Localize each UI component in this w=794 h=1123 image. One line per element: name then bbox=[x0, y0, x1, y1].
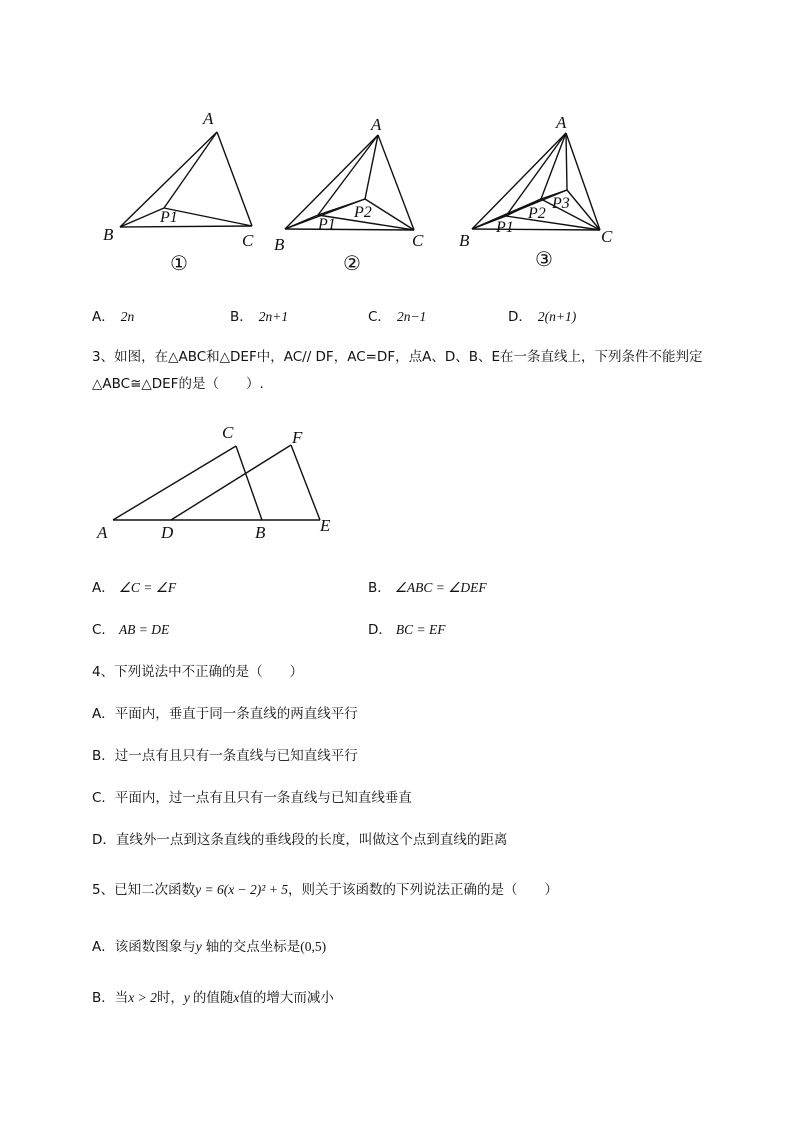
q2-f3-label-P1: P1 bbox=[496, 219, 514, 236]
q2-figure-1 bbox=[120, 132, 252, 227]
q5-option-b[interactable] bbox=[92, 986, 334, 1006]
q4-option-d[interactable]: D．直线外一点到这条直线的垂线段的长度，叫做这个点到直线的距离 bbox=[92, 832, 508, 848]
q2-f1-label-B: B bbox=[103, 225, 114, 244]
q3-option-b[interactable] bbox=[368, 576, 487, 596]
q5-option-a[interactable] bbox=[92, 935, 326, 955]
q3-option-c-expr: AB = DE bbox=[118, 622, 170, 637]
q3-option-a[interactable] bbox=[92, 576, 176, 596]
q2-option-b-letter: B． bbox=[230, 309, 253, 325]
q3-option-c-letter: C． bbox=[92, 622, 115, 638]
q2-option-c-expr: 2n−1 bbox=[396, 309, 427, 324]
q3-option-b-expr: ∠ABC = ∠DEF bbox=[394, 580, 487, 595]
q3-option-c[interactable] bbox=[92, 618, 169, 638]
q2-f1-label-C: C bbox=[242, 231, 254, 250]
q5-stem bbox=[92, 878, 558, 898]
q2-f1-label-P1: P1 bbox=[160, 209, 178, 226]
q5-option-b-var-x: x bbox=[233, 990, 240, 1005]
q5-stem-pre: 5、已知二次函数 bbox=[92, 882, 196, 898]
q2-option-b-expr: 2n+1 bbox=[258, 309, 289, 324]
q2-f1-label-A: A bbox=[203, 109, 214, 128]
q2-f3-label-P3: P3 bbox=[552, 195, 570, 212]
q3-option-a-expr: ∠C = ∠F bbox=[118, 580, 177, 595]
q3-label-E: E bbox=[320, 516, 331, 535]
q5-option-a-mid: 轴的交点坐标是 bbox=[205, 939, 301, 955]
q5-option-b-expr: x > 2 bbox=[128, 990, 157, 1005]
q5-option-b-mid: 时， bbox=[156, 990, 184, 1006]
q2-option-d[interactable] bbox=[508, 305, 576, 325]
q3-label-F: F bbox=[292, 428, 303, 447]
q2-f2-label-P2: P2 bbox=[354, 204, 372, 221]
q2-f2-label-P1: P1 bbox=[318, 216, 336, 233]
q3-option-d[interactable] bbox=[368, 618, 446, 638]
q2-f2-caption: ② bbox=[343, 251, 361, 275]
q2-f2-label-B: B bbox=[274, 235, 285, 254]
q3-figure bbox=[0, 410, 794, 550]
q5-option-a-var: y bbox=[195, 939, 202, 954]
q2-option-c[interactable] bbox=[368, 305, 426, 325]
q5-option-b-pre: B．当 bbox=[92, 990, 129, 1006]
q5-option-a-expr: (0,5) bbox=[300, 939, 327, 954]
q2-figure-2 bbox=[285, 135, 414, 230]
q2-option-c-letter: C． bbox=[368, 309, 391, 325]
q2-option-a-expr: 2n bbox=[120, 309, 135, 324]
q3-option-a-letter: A． bbox=[92, 580, 115, 596]
q2-f3-label-B: B bbox=[459, 231, 470, 250]
q3-stem-line2: △ABC≅△DEF的是（ ）. bbox=[92, 376, 264, 392]
q2-f3-label-P2: P2 bbox=[528, 205, 546, 222]
q3-option-d-letter: D． bbox=[368, 622, 392, 638]
q3-option-b-letter: B． bbox=[368, 580, 391, 596]
q3-stem-line1: 3、如图，在△ABC和△DEF中，AC// DF，AC=DF，点A、D、B、E在一条直线上，下列条件不能判定 bbox=[92, 349, 703, 365]
q4-option-a[interactable]: A．平面内，垂直于同一条直线的两直线平行 bbox=[92, 706, 358, 722]
q3-label-C: C bbox=[222, 423, 234, 442]
q2-option-d-letter: D． bbox=[508, 309, 532, 325]
q4-stem: 4、下列说法中不正确的是（ ） bbox=[92, 664, 304, 680]
q4-option-c[interactable]: C．平面内，过一点有且只有一条直线与已知直线垂直 bbox=[92, 790, 412, 806]
q2-option-d-expr: 2(n+1) bbox=[537, 309, 577, 324]
q2-f1-caption: ① bbox=[170, 251, 188, 275]
q2-f2-label-A: A bbox=[371, 115, 382, 134]
q5-option-a-pre: A．该函数图象与 bbox=[92, 939, 196, 955]
q2-option-a-letter: A． bbox=[92, 309, 115, 325]
q2-f2-label-C: C bbox=[412, 231, 424, 250]
q3-label-A: A bbox=[97, 523, 108, 542]
q3-label-D: D bbox=[161, 523, 174, 542]
q5-option-b-mid2: 的值随 bbox=[192, 990, 234, 1006]
q4-option-b[interactable]: B．过一点有且只有一条直线与已知直线平行 bbox=[92, 748, 358, 764]
q3-option-d-expr: BC = EF bbox=[395, 622, 446, 637]
q2-option-b[interactable] bbox=[230, 305, 288, 325]
q5-stem-post: ，则关于该函数的下列说法正确的是（ ） bbox=[287, 882, 558, 898]
q5-function-expr: y = 6(x − 2)² + 5 bbox=[195, 882, 288, 897]
q2-f3-label-C: C bbox=[601, 227, 613, 246]
q2-f3-label-A: A bbox=[556, 113, 567, 132]
q5-option-b-var-y: y bbox=[183, 990, 190, 1005]
q3-label-B: B bbox=[255, 523, 266, 542]
q5-option-b-post: 值的增大而减小 bbox=[239, 990, 334, 1006]
q2-option-a[interactable] bbox=[92, 305, 134, 325]
q2-f3-caption: ③ bbox=[535, 247, 553, 271]
q2-figures bbox=[0, 0, 794, 290]
